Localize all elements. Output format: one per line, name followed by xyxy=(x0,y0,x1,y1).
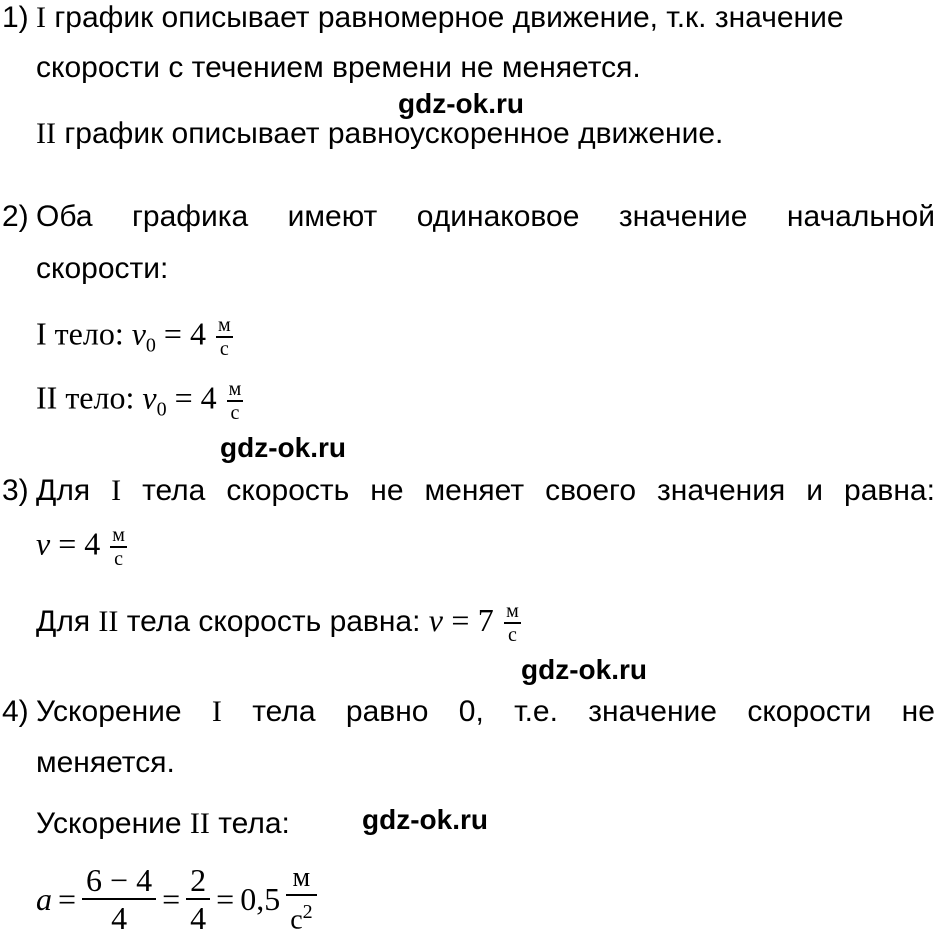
word: Оба xyxy=(36,200,93,233)
word: скорости xyxy=(747,695,872,728)
word: имеют xyxy=(287,200,378,233)
unit-denominator: с xyxy=(219,338,229,360)
result: 0,5 xyxy=(240,881,281,918)
word: 0, xyxy=(458,695,484,728)
item2-line1 xyxy=(36,199,935,235)
word: и xyxy=(806,474,824,507)
text: Ускорение xyxy=(36,807,190,840)
v-subscript: 0 xyxy=(156,398,167,421)
text: график описывает равномерное движение, т.к. значение xyxy=(46,1,844,34)
equals: = xyxy=(174,379,193,416)
word: своего xyxy=(545,474,637,507)
body1-speed xyxy=(36,524,129,570)
roman-numeral: I xyxy=(36,1,46,34)
item4-line1 xyxy=(36,694,935,730)
word: тела xyxy=(142,474,206,507)
text: тела скорость равна: xyxy=(118,604,429,638)
item-number: 3) xyxy=(2,474,29,507)
item3-line1 xyxy=(36,473,935,509)
value: 7 xyxy=(477,601,494,638)
roman-numeral: II xyxy=(36,117,56,150)
unit-denominator: с xyxy=(114,548,124,570)
text: график описывает равноускоренное движение. xyxy=(55,117,724,150)
word: тела xyxy=(252,695,316,728)
item-number: 1) xyxy=(2,1,29,34)
unit-fraction xyxy=(227,378,244,424)
watermark: gdz-ok.ru xyxy=(398,88,524,119)
item1-line2: скорости с течением времени не меняется. xyxy=(36,51,641,84)
item1-line3 xyxy=(36,116,723,152)
roman-numeral: II xyxy=(98,604,119,638)
word: одинаковое xyxy=(416,200,580,233)
item-number: 2) xyxy=(2,200,29,233)
word: Для xyxy=(36,474,91,507)
word: Ускорение xyxy=(36,695,182,728)
word: равно xyxy=(345,695,429,728)
body2-velocity xyxy=(36,378,245,428)
word: начальной xyxy=(786,200,935,233)
word: не xyxy=(901,695,935,728)
watermark: gdz-ok.ru xyxy=(521,654,647,685)
fraction xyxy=(186,862,210,936)
body1-velocity xyxy=(36,314,235,364)
word: значение xyxy=(588,695,717,728)
unit-numerator: м xyxy=(506,600,519,622)
equals: = xyxy=(163,315,182,352)
v-subscript: 0 xyxy=(145,334,156,357)
unit-fraction xyxy=(110,524,127,570)
equals: = xyxy=(451,601,470,638)
unit-numerator: м xyxy=(217,314,231,336)
watermark: gdz-ok.ru xyxy=(362,804,488,835)
body1-label: I тело: xyxy=(36,315,124,352)
unit-denominator: с xyxy=(230,402,240,424)
word: значение xyxy=(618,200,748,233)
body2-label: II тело: xyxy=(36,379,135,416)
numerator: 6 − 4 xyxy=(86,862,153,899)
denominator: 4 xyxy=(111,900,128,937)
equals: = xyxy=(58,881,77,918)
equals: = xyxy=(162,881,181,918)
unit-fraction xyxy=(286,862,316,936)
fraction xyxy=(82,862,156,936)
unit-numerator: м xyxy=(292,862,311,893)
a-symbol: a xyxy=(36,881,52,918)
item-number: 4) xyxy=(2,695,29,728)
value: 4 xyxy=(84,525,101,562)
text: Для xyxy=(36,604,99,638)
word: равна: xyxy=(844,474,935,507)
word: графика xyxy=(131,200,249,233)
word: т.е. xyxy=(514,695,558,728)
unit-exponent: 2 xyxy=(302,901,313,923)
roman-numeral: I xyxy=(211,695,222,728)
unit-denominator: с xyxy=(507,624,517,646)
v-symbol: v xyxy=(428,601,443,638)
unit-fraction xyxy=(504,600,521,646)
v-symbol: v xyxy=(142,379,157,416)
word: не xyxy=(370,474,404,507)
value: 4 xyxy=(200,379,217,416)
word: меняет xyxy=(424,474,525,507)
acceleration-formula xyxy=(36,862,317,936)
v-symbol: v xyxy=(36,525,51,562)
item1-line1 xyxy=(36,0,844,36)
item4-line2: меняется. xyxy=(36,746,175,779)
equals: = xyxy=(58,525,77,562)
unit-denominator xyxy=(286,896,316,936)
unit-numerator: м xyxy=(112,524,125,546)
unit-denominator-base: с xyxy=(290,904,303,936)
word: скорость xyxy=(226,474,350,507)
numerator: 2 xyxy=(190,862,207,899)
unit-numerator: м xyxy=(228,378,242,400)
word: значения xyxy=(657,474,786,507)
denominator: 4 xyxy=(190,900,207,937)
text: тела: xyxy=(209,807,290,840)
v-symbol: v xyxy=(131,315,146,352)
watermark: gdz-ok.ru xyxy=(220,432,346,463)
roman-numeral: I xyxy=(111,474,122,507)
value: 4 xyxy=(189,315,206,352)
unit-fraction xyxy=(216,314,233,360)
roman-numeral: II xyxy=(189,807,210,840)
item4-line3 xyxy=(36,806,290,842)
item3-line3 xyxy=(36,600,523,646)
equals: = xyxy=(216,881,235,918)
item2-line2: скорости: xyxy=(36,252,169,285)
